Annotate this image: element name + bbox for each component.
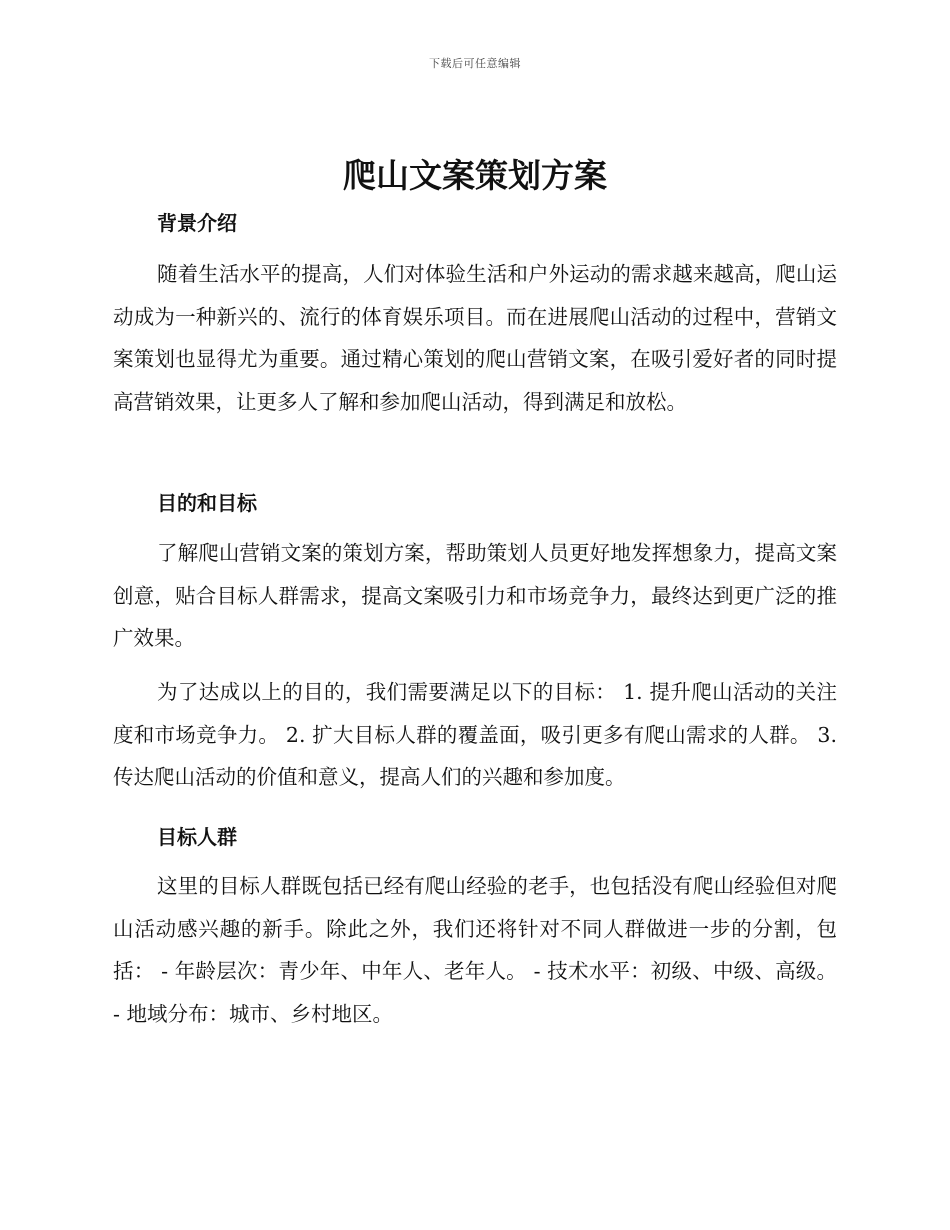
section-heading-background: 背景介绍 [157, 211, 237, 235]
paragraph-purpose: 了解爬山营销文案的策划方案，帮助策划人员更好地发挥想象力，提高文案创意，贴合目标人群需求，提高文案吸引力和市场竞争力，最终达到更广泛的推广效果。 [113, 541, 837, 650]
section-heading-target-audience: 目标人群 [157, 825, 237, 849]
paragraph-goals-list: 为了达成以上的目的，我们需要满足以下的目标： 1. 提升爬山活动的关注度和市场竞争力。 2. 扩大目标人群的覆盖面，吸引更多有爬山需求的人群。 3. 传达爬山活动的价值和意义，提高人们的兴趣和参加度。 [113, 680, 837, 789]
paragraph-target-audience: 这里的目标人群既包括已经有爬山经验的老手，也包括没有爬山经验但对爬山活动感兴趣的新手。除此之外，我们还将针对不同人群做进一步的分割，包括： - 年龄层次：青少年、中年人、老年人。 - 技术水平：初级、中级、高级。 - 地域分布：城市、乡村地区。 [113, 874, 837, 1026]
document-title: 爬山文案策划方案 [343, 156, 607, 195]
section-heading-purpose-goals: 目的和目标 [157, 491, 257, 515]
page-header-note: 下载后可任意编辑 [429, 57, 521, 70]
paragraph-background: 随着生活水平的提高，人们对体验生活和户外运动的需求越来越高，爬山运动成为一种新兴的、流行的体育娱乐项目。而在进展爬山活动的过程中，营销文案策划也显得尤为重要。通过精心策划的爬山营销文案，在吸引爱好者的同时提高营销效果，让更多人了解和参加爬山活动，得到满足和放松。 [113, 262, 837, 414]
